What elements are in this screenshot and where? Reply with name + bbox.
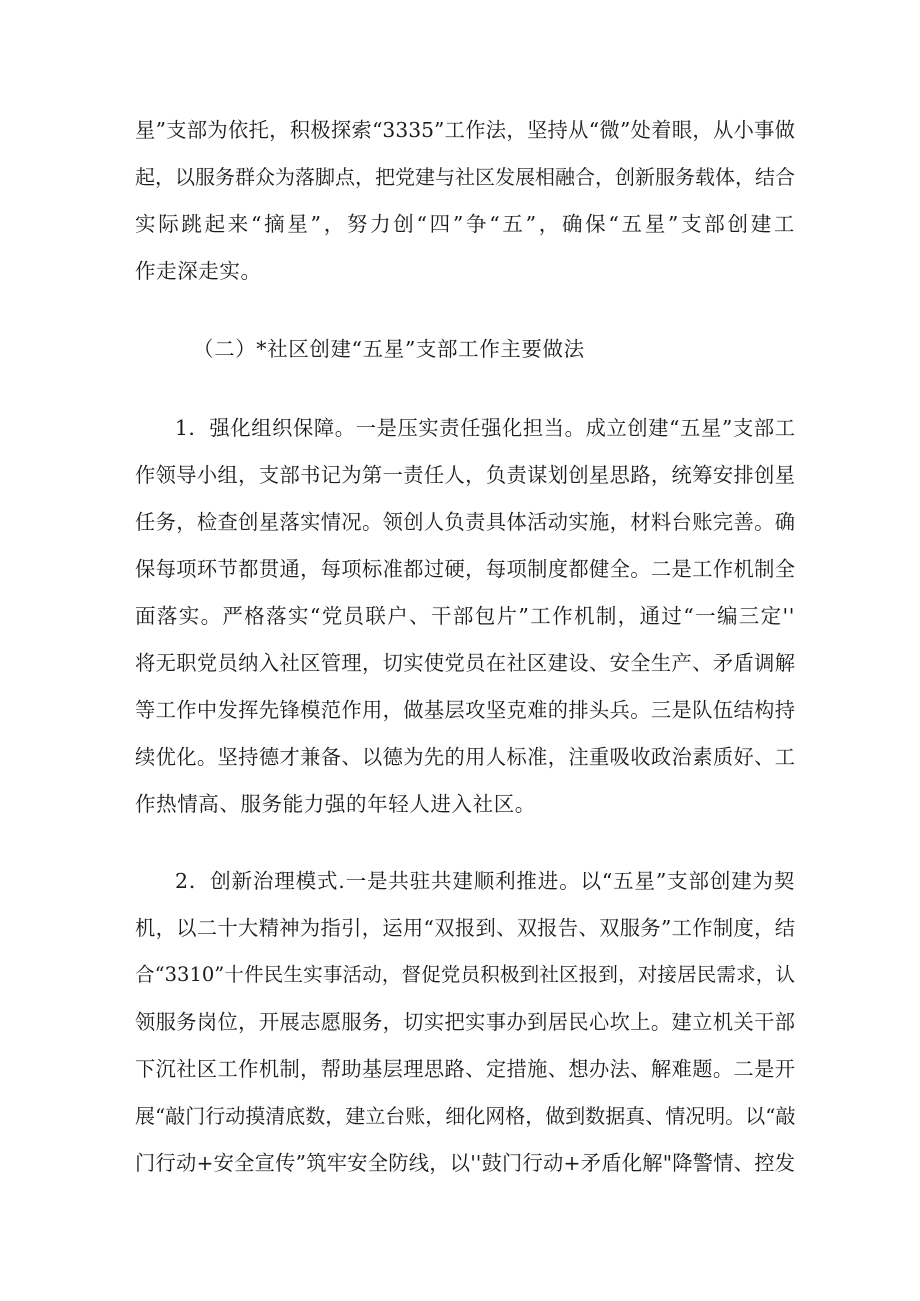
text-line: 起，以服务群众为落脚点，把党建与社区发展相融合，创新服务载体，结合 — [135, 165, 795, 189]
text-line: 1．强化组织保障。一是压实责任强化担当。成立创建“五星”支部工 — [175, 416, 795, 440]
text-line: 星”支部为依托，积极探索“3335”工作法，坚持从“微”处着眼，从小事做 — [135, 118, 795, 142]
text-line: 等工作中发挥先锋模范作用，做基层攻坚克难的排头兵。三是队伍结构持 — [135, 698, 795, 722]
text-line: 作热情高、服务能力强的年轻人进入社区。 — [135, 792, 536, 816]
text-line: 展“敲门行动摸清底数，建立台账，细化网格，做到数据真、情况明。以“敲 — [135, 1104, 796, 1128]
text-line: 机，以二十大精神为指引，运用“双报到、双报告、双服务”工作制度，结 — [135, 916, 795, 940]
text-line: 保每项环节都贯通，每项标准都过硬，每项制度都健全。二是工作机制全 — [135, 557, 795, 581]
text-line: 将无职党员纳入社区管理，切实使党员在社区建设、安全生产、矛盾调解 — [135, 651, 795, 675]
text-line: 作领导小组，支部书记为第一责任人，负责谋划创星思路，统筹安排创星 — [135, 463, 795, 487]
section-heading: （二）*社区创建“五星”支部工作主要做法 — [193, 337, 585, 361]
text-line: 实际跳起来“摘星”，努力创“四”争“五”，确保“五星”支部创建工 — [135, 212, 795, 236]
text-line: 2．创新治理模式.一是共驻共建顺利推进。以“五星”支部创建为契 — [175, 869, 795, 893]
text-line: 任务，检查创星落实情况。领创人负责具体活动实施，材料台账完善。确 — [135, 510, 795, 534]
text-line: 作走深走实。 — [135, 259, 262, 283]
text-line: 领服务岗位，开展志愿服务，切实把实事办到居民心坎上。建立机关干部 — [135, 1010, 795, 1034]
text-line: 门行动+安全宣传”筑牢安全防线，以''鼓门行动+矛盾化解"降警情、控发 — [135, 1151, 795, 1175]
text-line: 下沉社区工作机制，帮助基层理思路、定措施、想办法、解难题。二是开 — [135, 1057, 795, 1081]
text-line: 面落实。严格落实“党员联户、干部包片”工作机制，通过“一编三定'' — [135, 604, 795, 628]
text-line: 续优化。坚持德才兼备、以德为先的用人标准，注重吸收政治素质好、工 — [135, 745, 795, 769]
text-line: 合“3310”十件民生实事活动，督促党员积极到社区报到，对接居民需求，认 — [135, 963, 795, 986]
